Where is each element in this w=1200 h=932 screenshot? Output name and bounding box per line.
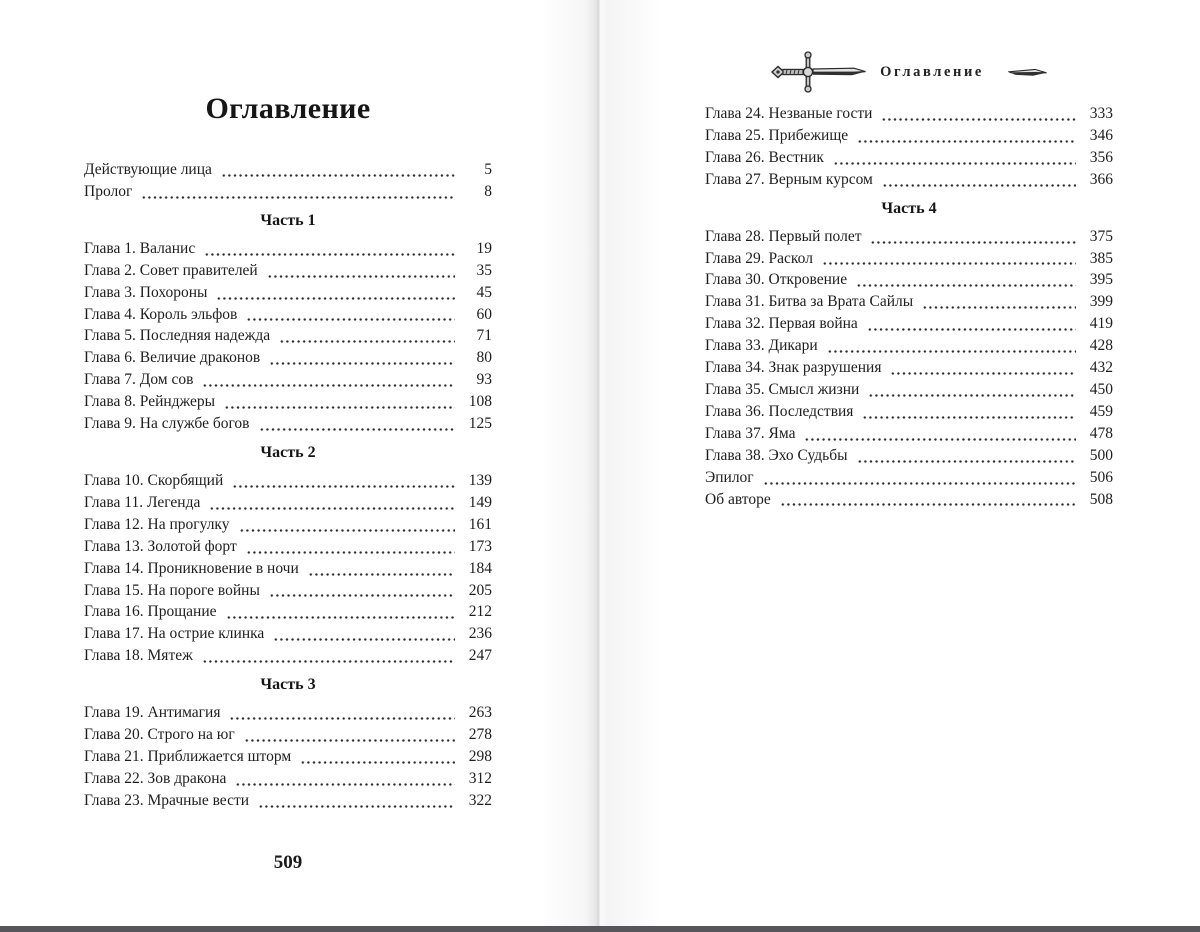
toc-entry-page: 366: [1089, 170, 1113, 188]
toc-entry-page: 60: [476, 305, 492, 323]
dot-leader: [882, 184, 1076, 187]
toc-entry-page: 346: [1089, 126, 1113, 144]
toc-entry-page: 71: [476, 327, 492, 345]
toc-entry-page: 459: [1089, 402, 1113, 420]
toc-entry-label: Глава 36. Последствия: [705, 402, 854, 420]
toc-entry-page: 500: [1089, 446, 1113, 464]
toc-entry: [84, 282, 492, 304]
toc-entry-label: Глава 22. Зов дракона: [84, 769, 227, 787]
toc-entry-page: 278: [468, 726, 492, 744]
part-heading: Часть 2: [260, 443, 316, 461]
part-heading: Часть 1: [260, 211, 316, 229]
toc-entry-page: 108: [468, 393, 492, 411]
toc-entry: [84, 159, 492, 181]
toc-entry: [84, 260, 492, 282]
toc-entry-label: Глава 8. Рейнджеры: [84, 393, 216, 411]
dot-leader: [202, 660, 455, 663]
toc-entry: [84, 514, 492, 536]
toc-entry-page: 139: [468, 471, 492, 489]
right-toc-list: [705, 103, 1113, 510]
right-page: [600, 0, 1200, 926]
toc-entry-page: 312: [468, 769, 492, 787]
dot-leader: [269, 594, 455, 597]
toc-entry-label: Глава 10. Скорбящий: [84, 471, 224, 489]
sword-tip-icon: [1008, 66, 1048, 79]
toc-entry: [84, 746, 492, 768]
toc-entry-label: Глава 6. Величие драконов: [84, 349, 261, 367]
toc-entry-label: Глава 28. Первый полет: [705, 227, 862, 245]
dot-leader: [881, 118, 1076, 121]
toc-entry: [705, 125, 1113, 147]
toc-entry-label: Глава 20. Строго на юг: [84, 726, 235, 744]
toc-entry-page: 173: [468, 537, 492, 555]
toc-entry-label: Глава 14. Проникновение в ночи: [84, 559, 299, 577]
toc-entry-label: Глава 35. Смысл жизни: [705, 380, 860, 398]
toc-entry: [705, 147, 1113, 169]
dot-leader: [273, 638, 455, 641]
toc-entry-label: Глава 38. Эхо Судьбы: [705, 446, 848, 464]
toc-entry-label: Глава 31. Битва за Врата Сайлы: [705, 293, 914, 311]
toc-entry-page: 80: [476, 349, 492, 367]
toc-entry-label: Глава 15. На пороге войны: [84, 581, 260, 599]
toc-entry-label: Глава 11. Легенда: [84, 493, 201, 511]
toc-entry-page: 5: [484, 161, 492, 178]
toc-entry-page: 236: [468, 625, 492, 643]
toc-entry: [84, 768, 492, 790]
toc-entry-label: Глава 12. На прогулку: [84, 515, 230, 533]
toc-entry: [84, 304, 492, 326]
toc-entry: [705, 169, 1113, 191]
toc-entry-label: Глава 19. Антимагия: [84, 704, 221, 722]
toc-entry-page: 399: [1089, 293, 1113, 311]
dot-leader: [269, 362, 455, 365]
toc-entry-page: 478: [1089, 424, 1113, 442]
toc-title: Оглавление: [205, 92, 371, 125]
dot-leader: [204, 253, 455, 256]
dot-leader: [224, 406, 455, 409]
toc-entry-page: 298: [468, 747, 492, 765]
toc-entry-page: 19: [476, 239, 492, 257]
toc-entry-page: 356: [1089, 148, 1113, 166]
dot-leader: [870, 241, 1076, 244]
toc-entry-label: Глава 9. На службе богов: [84, 415, 250, 433]
toc-entry: [84, 558, 492, 580]
toc-entry: [84, 181, 492, 203]
toc-entry-label: Глава 3. Похороны: [84, 283, 208, 301]
toc-entry-label: Глава 7. Дом сов: [84, 371, 194, 389]
toc-entry-label: Глава 2. Совет правителей: [84, 261, 258, 279]
toc-entry: [705, 379, 1113, 401]
toc-entry: [705, 401, 1113, 423]
toc-entry-page: 247: [468, 647, 492, 665]
dot-leader: [300, 761, 455, 764]
toc-entry-label: Глава 23. Мрачные вести: [84, 791, 250, 809]
dot-leader: [141, 196, 455, 199]
dot-leader: [856, 284, 1076, 287]
dot-leader: [221, 174, 455, 177]
left-toc-list: [84, 159, 492, 812]
dot-leader: [922, 306, 1076, 309]
dot-leader: [867, 328, 1076, 331]
dot-leader: [239, 529, 456, 532]
toc-entry: [84, 623, 492, 645]
toc-entry: [84, 238, 492, 260]
toc-entry: [705, 335, 1113, 357]
dot-leader: [246, 551, 455, 554]
toc-entry: [84, 580, 492, 602]
toc-entry: [84, 536, 492, 558]
toc-entry-label: Глава 1. Валанис: [84, 239, 196, 257]
toc-entry-page: 395: [1089, 271, 1113, 289]
dot-leader: [216, 297, 455, 300]
dot-leader: [780, 503, 1076, 506]
toc-entry-page: 322: [468, 791, 492, 809]
toc-entry-label: Глава 17. На острие клинка: [84, 625, 265, 643]
toc-entry: [84, 347, 492, 369]
toc-entry: [705, 313, 1113, 335]
running-header-title: Оглавление: [880, 63, 984, 80]
bottom-bar: [0, 926, 1200, 932]
toc-entry-label: Глава 16. Прощание: [84, 603, 217, 621]
toc-entry-page: 125: [468, 415, 492, 433]
toc-entry: [705, 103, 1113, 125]
toc-entry-page: 205: [468, 581, 492, 599]
toc-entry-page: 428: [1089, 337, 1113, 355]
dot-leader: [209, 507, 455, 510]
dot-leader: [279, 340, 455, 343]
toc-entry-page: 508: [1089, 490, 1113, 508]
part-heading: Часть 3: [260, 676, 316, 694]
toc-entry-label: Пролог: [84, 182, 133, 200]
toc-entry-page: 184: [468, 559, 492, 577]
toc-entry-page: 212: [468, 603, 492, 621]
toc-entry-label: Глава 29. Раскол: [705, 249, 813, 267]
toc-entry-label: Глава 4. Король эльфов: [84, 305, 238, 323]
dot-leader: [857, 460, 1076, 463]
toc-entry-label: Глава 5. Последняя надежда: [84, 327, 271, 345]
toc-entry: [705, 291, 1113, 313]
toc-entry-label: Глава 30. Откровение: [705, 271, 848, 289]
dot-leader: [857, 140, 1076, 143]
toc-entry-label: Глава 18. Мятеж: [84, 647, 193, 665]
toc-entry-page: 93: [476, 371, 492, 389]
toc-entry: [705, 226, 1113, 248]
dot-leader: [235, 783, 455, 786]
toc-entry-label: Глава 13. Золотой форт: [84, 537, 237, 555]
toc-entry: [705, 489, 1113, 511]
dot-leader: [202, 384, 455, 387]
page-number: 509: [273, 851, 303, 873]
toc-entry: [84, 325, 492, 347]
dot-leader: [308, 573, 455, 576]
toc-entry-label: Глава 24. Незваные гости: [705, 105, 873, 122]
toc-entry-label: Глава 25. Прибежище: [705, 126, 849, 144]
toc-entry: [84, 413, 492, 435]
dot-leader: [246, 318, 455, 321]
toc-entry-page: 506: [1089, 468, 1113, 486]
dot-leader: [259, 428, 455, 431]
toc-entry: [84, 790, 492, 812]
toc-entry: [705, 248, 1113, 270]
toc-entry-label: Глава 33. Дикари: [705, 337, 818, 355]
toc-entry-page: 385: [1089, 249, 1113, 267]
toc-entry: [84, 601, 492, 623]
toc-entry-page: 263: [468, 704, 492, 722]
dot-leader: [244, 739, 455, 742]
toc-entry-page: 450: [1089, 380, 1113, 398]
toc-entry: [84, 369, 492, 391]
dot-leader: [890, 372, 1076, 375]
toc-entry: [705, 357, 1113, 379]
toc-entry-label: Действующие лица: [84, 161, 212, 178]
dot-leader: [804, 438, 1076, 441]
dot-leader: [232, 485, 455, 488]
running-header: [705, 50, 1113, 94]
toc-entry: [705, 445, 1113, 467]
toc-entry: [84, 645, 492, 667]
dot-leader: [833, 162, 1076, 165]
toc-entry-page: 8: [484, 182, 492, 200]
toc-entry-page: 149: [468, 493, 492, 511]
dot-leader: [822, 262, 1076, 265]
part-heading: Часть 4: [881, 199, 937, 217]
toc-entry: [705, 269, 1113, 291]
toc-entry: [705, 423, 1113, 445]
toc-entry-label: Глава 21. Приближается шторм: [84, 747, 292, 765]
dot-leader: [862, 416, 1076, 419]
toc-entry: [84, 470, 492, 492]
sword-icon: [770, 51, 868, 93]
toc-entry-page: 35: [476, 261, 492, 279]
toc-entry-page: 161: [468, 515, 492, 533]
toc-entry-page: 375: [1089, 227, 1113, 245]
toc-entry-page: 432: [1089, 359, 1113, 377]
toc-entry-page: 333: [1089, 105, 1113, 122]
dot-leader: [267, 275, 455, 278]
dot-leader: [229, 717, 455, 720]
toc-entry: [84, 391, 492, 413]
toc-entry-label: Глава 27. Верным курсом: [705, 170, 873, 188]
dot-leader: [868, 394, 1076, 397]
dot-leader: [258, 805, 455, 808]
dot-leader: [763, 482, 1076, 485]
toc-entry-label: Эпилог: [705, 468, 754, 486]
toc-entry-label: Глава 26. Вестник: [705, 148, 824, 166]
toc-entry-label: Глава 34. Знак разрушения: [705, 359, 882, 377]
toc-entry: [84, 702, 492, 724]
toc-entry-label: Глава 32. Первая война: [705, 315, 858, 333]
dot-leader: [226, 616, 455, 619]
toc-entry-page: 45: [476, 283, 492, 301]
toc-entry-label: Глава 37. Яма: [705, 424, 796, 442]
toc-entry-page: 419: [1089, 315, 1113, 333]
toc-entry-label: Об авторе: [705, 490, 771, 508]
toc-entry: [705, 467, 1113, 489]
toc-entry: [84, 724, 492, 746]
left-page: [0, 0, 598, 926]
toc-entry: [84, 492, 492, 514]
dot-leader: [827, 350, 1076, 353]
